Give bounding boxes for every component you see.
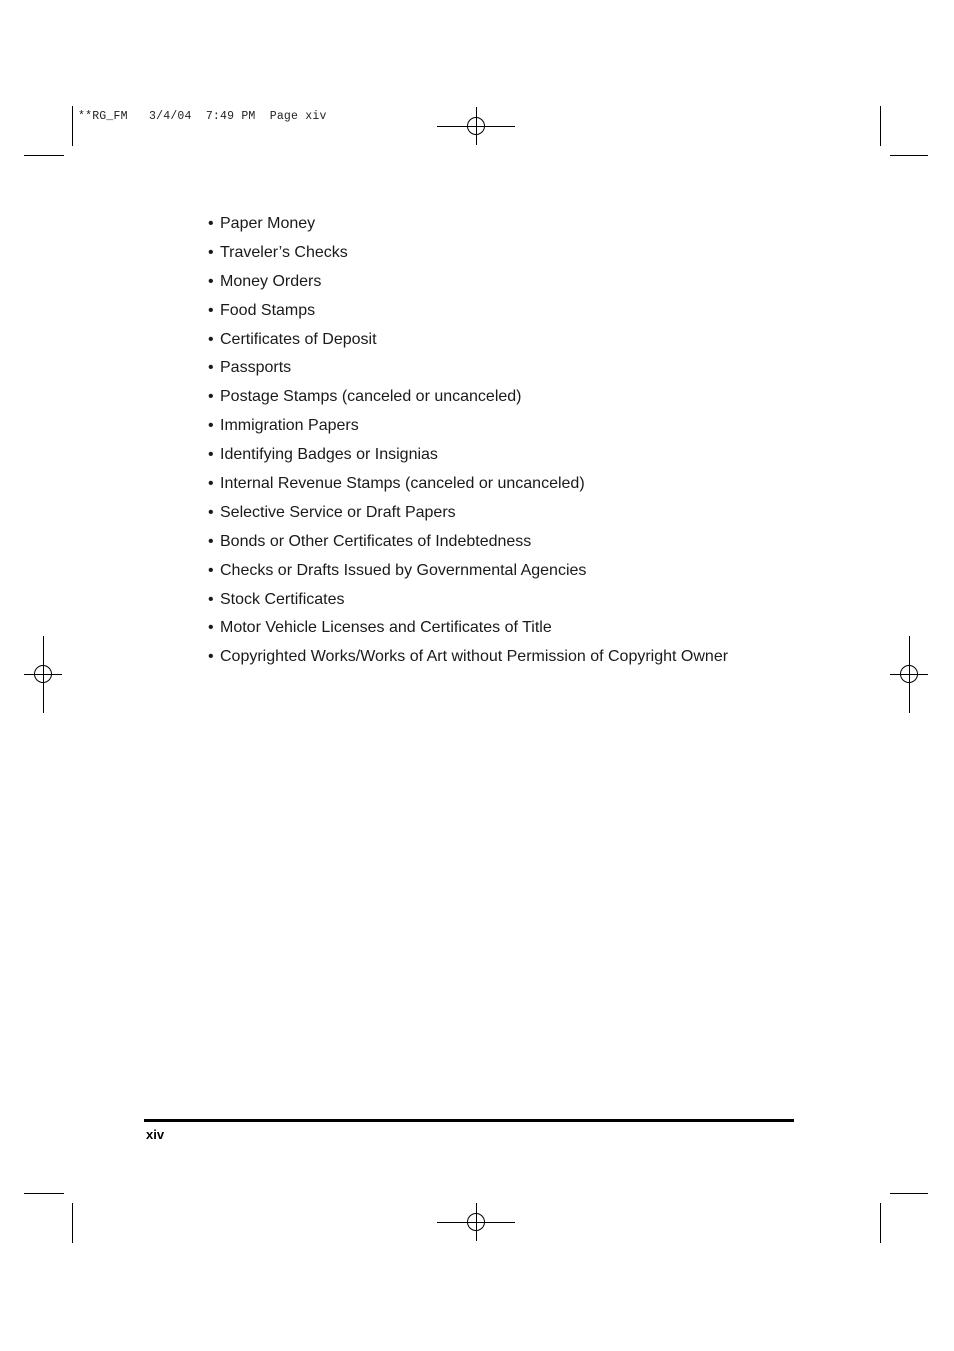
list-item-text: Traveler’s Checks	[220, 243, 348, 261]
list-item	[208, 239, 728, 268]
bullet: •	[208, 475, 214, 493]
page-number: xiv	[146, 1127, 165, 1142]
list-item	[208, 412, 728, 441]
list-item	[208, 614, 728, 643]
bullet: •	[208, 359, 214, 377]
list-item-text: Internal Revenue Stamps (canceled or uncanceled)	[220, 475, 585, 493]
bullet: •	[208, 243, 214, 261]
list-item-text: Food Stamps	[220, 301, 316, 319]
list-item	[208, 470, 728, 499]
list-item-text: Paper Money	[220, 215, 316, 232]
list-item	[208, 441, 728, 470]
list-item	[208, 354, 728, 383]
registration-mark-left-circle	[34, 665, 52, 683]
prohibited-items-list	[208, 210, 728, 672]
list-item-text: Identifying Badges or Insignias	[220, 446, 438, 464]
bullet: •	[208, 330, 214, 348]
printer-slug-line: **RG_FM 3/4/04 7:49 PM Page xiv	[78, 110, 327, 123]
crop-mark-bottom-left-horizontal	[24, 1193, 64, 1194]
list-item	[208, 326, 728, 355]
crop-mark-top-left-horizontal	[24, 155, 64, 156]
crop-mark-top-right-horizontal	[890, 155, 928, 156]
crop-mark-bottom-right-horizontal	[890, 1193, 928, 1194]
bullet: •	[208, 619, 214, 637]
list-item	[208, 297, 728, 326]
list-item	[208, 268, 728, 297]
list-item	[208, 383, 728, 412]
bullet: •	[208, 503, 214, 521]
bullet: •	[208, 648, 214, 666]
bullet: •	[208, 388, 214, 406]
crop-mark-bottom-left-vertical	[72, 1203, 73, 1243]
bullet: •	[208, 561, 214, 579]
list-item	[208, 586, 728, 615]
crop-mark-bottom-right-vertical	[880, 1203, 881, 1243]
list-item-text: Passports	[220, 359, 292, 377]
list-item-text: Copyrighted Works/Works of Art without Permission of Copyright Owner	[220, 648, 729, 666]
registration-mark-bottom-circle	[467, 1213, 485, 1231]
list-item-text: Bonds or Other Certificates of Indebtedness	[220, 532, 532, 550]
list-item	[208, 499, 728, 528]
crop-mark-top-right-vertical	[880, 106, 881, 146]
bullet: •	[208, 590, 214, 608]
crop-mark-top-left-vertical	[72, 106, 73, 146]
bullet: •	[208, 272, 214, 290]
bullet: •	[208, 446, 214, 464]
bullet: •	[208, 215, 214, 232]
list-item-text: Immigration Papers	[220, 417, 359, 435]
list-item-text: Postage Stamps (canceled or uncanceled)	[220, 388, 522, 406]
list-item	[208, 210, 728, 239]
list-item-text: Money Orders	[220, 272, 322, 290]
footer-rule	[144, 1119, 794, 1122]
list-item-text: Stock Certificates	[220, 590, 345, 608]
list-item-text: Motor Vehicle Licenses and Certificates of Title	[220, 619, 552, 637]
list-item-text: Certificates of Deposit	[220, 330, 377, 348]
bullet: •	[208, 417, 214, 435]
list-item	[208, 528, 728, 557]
list-item	[208, 557, 728, 586]
registration-mark-right-circle	[900, 665, 918, 683]
list-item	[208, 643, 728, 672]
bullet: •	[208, 532, 214, 550]
bullet: •	[208, 301, 214, 319]
list-item-text: Selective Service or Draft Papers	[220, 503, 456, 521]
list-item-text: Checks or Drafts Issued by Governmental Agencies	[220, 561, 587, 579]
registration-mark-top-circle	[467, 117, 485, 135]
